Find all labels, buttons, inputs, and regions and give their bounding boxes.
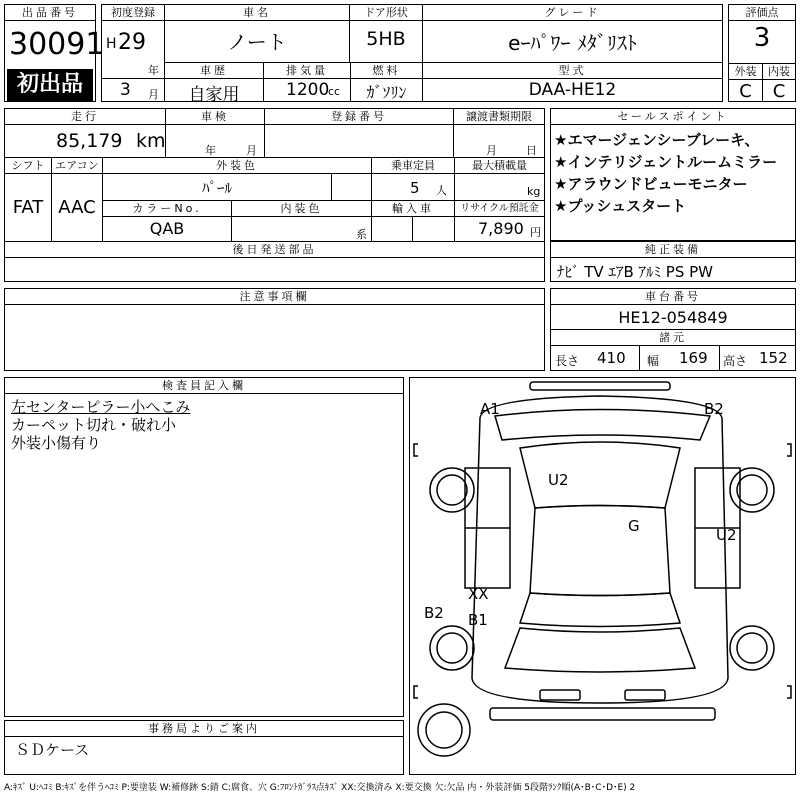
vehicle-history: 自家用 — [188, 85, 240, 105]
ac-label: エアコン — [52, 158, 102, 174]
grade-label: グレード — [423, 5, 722, 21]
car-diagram — [409, 377, 796, 775]
transfer-label: 譲渡書類期限 — [454, 109, 544, 125]
interior-grade: C — [772, 81, 786, 102]
door-label: ドア形状 — [350, 5, 422, 21]
lot-label: 出品番号 — [5, 5, 95, 21]
load-unit: kg — [527, 185, 541, 198]
first-listing-badge: 初出品 — [7, 69, 93, 101]
sales-points-label: セールスポイント — [551, 109, 795, 125]
mileage: 85,179 — [56, 130, 123, 152]
car-name-label: 車名 — [165, 5, 349, 21]
score-box — [728, 4, 796, 102]
damage-mark-u2-right: U2 — [716, 526, 737, 544]
sales-point-item: ★インテリジェントルームミラー — [554, 153, 778, 171]
shift: FAT — [12, 197, 44, 218]
displacement-label: 排気量 — [264, 63, 350, 79]
ac: AAC — [58, 197, 96, 218]
chassis-label: 車台番号 — [551, 289, 795, 305]
car-name: ノート — [227, 30, 287, 54]
recycle-label: リサイクル預託金 — [455, 201, 544, 217]
sales-point-item: ★アラウンドビューモニター — [554, 175, 748, 193]
chassis-number: HE12-054849 — [618, 308, 728, 327]
displacement: 1200 — [286, 80, 330, 100]
door-type: 5HB — [366, 28, 406, 50]
damage-mark-xx: XX — [468, 585, 489, 603]
length-label: 長さ — [555, 354, 580, 368]
shift-label: シフト — [5, 158, 51, 174]
inspection-label: 車検 — [166, 109, 264, 125]
height-label: 高さ — [723, 354, 748, 368]
import-label: 輸入車 — [372, 201, 454, 217]
interior-label: 内装 — [763, 64, 795, 80]
capacity: 5 — [410, 179, 420, 197]
year-unit: 年 — [148, 64, 159, 77]
era: H — [106, 36, 117, 52]
car-outline — [410, 378, 795, 774]
model-label: 型式 — [423, 63, 722, 79]
month-unit: 月 — [148, 88, 159, 101]
transfer-month-unit: 月 — [486, 144, 497, 157]
equipment-box — [550, 241, 796, 282]
damage-mark-a1: A1 — [480, 400, 500, 418]
damage-mark-g: G — [628, 517, 640, 535]
inspector-note: カーペット切れ・破れ小 — [11, 416, 177, 434]
exterior-color: ﾊﾟｰﾙ — [201, 179, 232, 197]
model-code: DAA-HE12 — [528, 80, 617, 100]
plate-label: 登録番号 — [265, 109, 453, 125]
color-no: QAB — [149, 219, 185, 238]
first-reg-year: 29 — [118, 30, 146, 55]
interior-color-unit: 系 — [356, 228, 367, 241]
mileage-label: 走行 — [5, 109, 165, 125]
width-label: 幅 — [647, 354, 660, 368]
exterior-label: 外装 — [729, 64, 762, 80]
displacement-unit: cc — [328, 85, 341, 98]
capacity-label: 乗車定員 — [372, 158, 454, 174]
equipment-label: 純正装備 — [551, 242, 795, 258]
width-value: 169 — [679, 349, 708, 367]
office-label: 事務局よりご案内 — [5, 721, 403, 737]
inspection-year-unit: 年 — [205, 144, 216, 157]
score: 3 — [753, 23, 771, 53]
length-value: 410 — [597, 349, 626, 367]
inspector-note: 左センターピラー小へこみ — [11, 398, 191, 416]
exterior-grade: C — [739, 81, 752, 102]
later-parts-label: 後日発送部品 — [5, 242, 544, 258]
transfer-day-unit: 日 — [526, 144, 537, 157]
interior-color-label: 内装色 — [232, 201, 371, 217]
notes-label: 注意事項欄 — [5, 289, 544, 305]
damage-mark-b2-top: B2 — [704, 400, 724, 418]
fuel: ｶﾞｿﾘﾝ — [366, 83, 407, 102]
equipment-list: ﾅﾋﾞ TV ｴｱB ｱﾙﾐ PS PW — [557, 263, 713, 281]
lot-box — [4, 4, 105, 102]
sales-point-item: ★プッシュスタート — [554, 197, 687, 215]
chassis-box — [550, 288, 796, 371]
lot-number: 30091 — [9, 27, 105, 62]
score-label: 評価点 — [729, 5, 795, 21]
inspector-box — [4, 377, 404, 717]
first-reg-label: 初度登録 — [102, 5, 164, 21]
inspection-month-unit: 月 — [246, 144, 257, 157]
color-no-label: カラーNo. — [103, 201, 231, 217]
color-label: 外装色 — [103, 158, 371, 174]
capacity-unit: 人 — [436, 184, 447, 197]
fuel-label: 燃料 — [351, 63, 422, 79]
history-label: 車歴 — [165, 63, 263, 79]
inspector-label: 検査員記入欄 — [5, 378, 403, 394]
grade: eｰﾊﾟﾜｰ ﾒﾀﾞﾘｽﾄ — [508, 31, 637, 55]
load-label: 最大積載量 — [455, 158, 544, 174]
office-text: ＳＤケース — [15, 741, 90, 759]
sales-points-box — [550, 108, 796, 241]
mileage-unit: km — [136, 130, 166, 152]
inspector-note: 外装小傷有り — [11, 434, 102, 452]
height-value: 152 — [759, 349, 788, 367]
legend: A:ｷｽﾞ U:ﾍｺﾐ B:ｷｽﾞを伴うﾍｺﾐ P:要塗装 W:補修跡 S:錆 C:腐食、穴 G:ﾌﾛﾝﾄｶﾞﾗｽ点ｷｽﾞ XX:交換済み X:要交換 欠:欠品 内・外装評価 5段階ﾗﾝｸ順(A･B･C･D･E) 2 — [4, 783, 636, 793]
recycle-fee: 7,890 — [478, 219, 524, 238]
first-reg-month: 3 — [120, 80, 131, 100]
office-box — [4, 720, 404, 775]
recycle-unit: 円 — [530, 226, 541, 239]
damage-mark-b2-left: B2 — [424, 604, 444, 622]
dims-label: 諸元 — [551, 330, 795, 346]
damage-mark-b1: B1 — [468, 611, 488, 629]
notes-box — [4, 288, 545, 371]
damage-mark-u2-center: U2 — [548, 471, 569, 489]
sales-point-item: ★エマージェンシーブレーキ、 — [554, 131, 760, 149]
